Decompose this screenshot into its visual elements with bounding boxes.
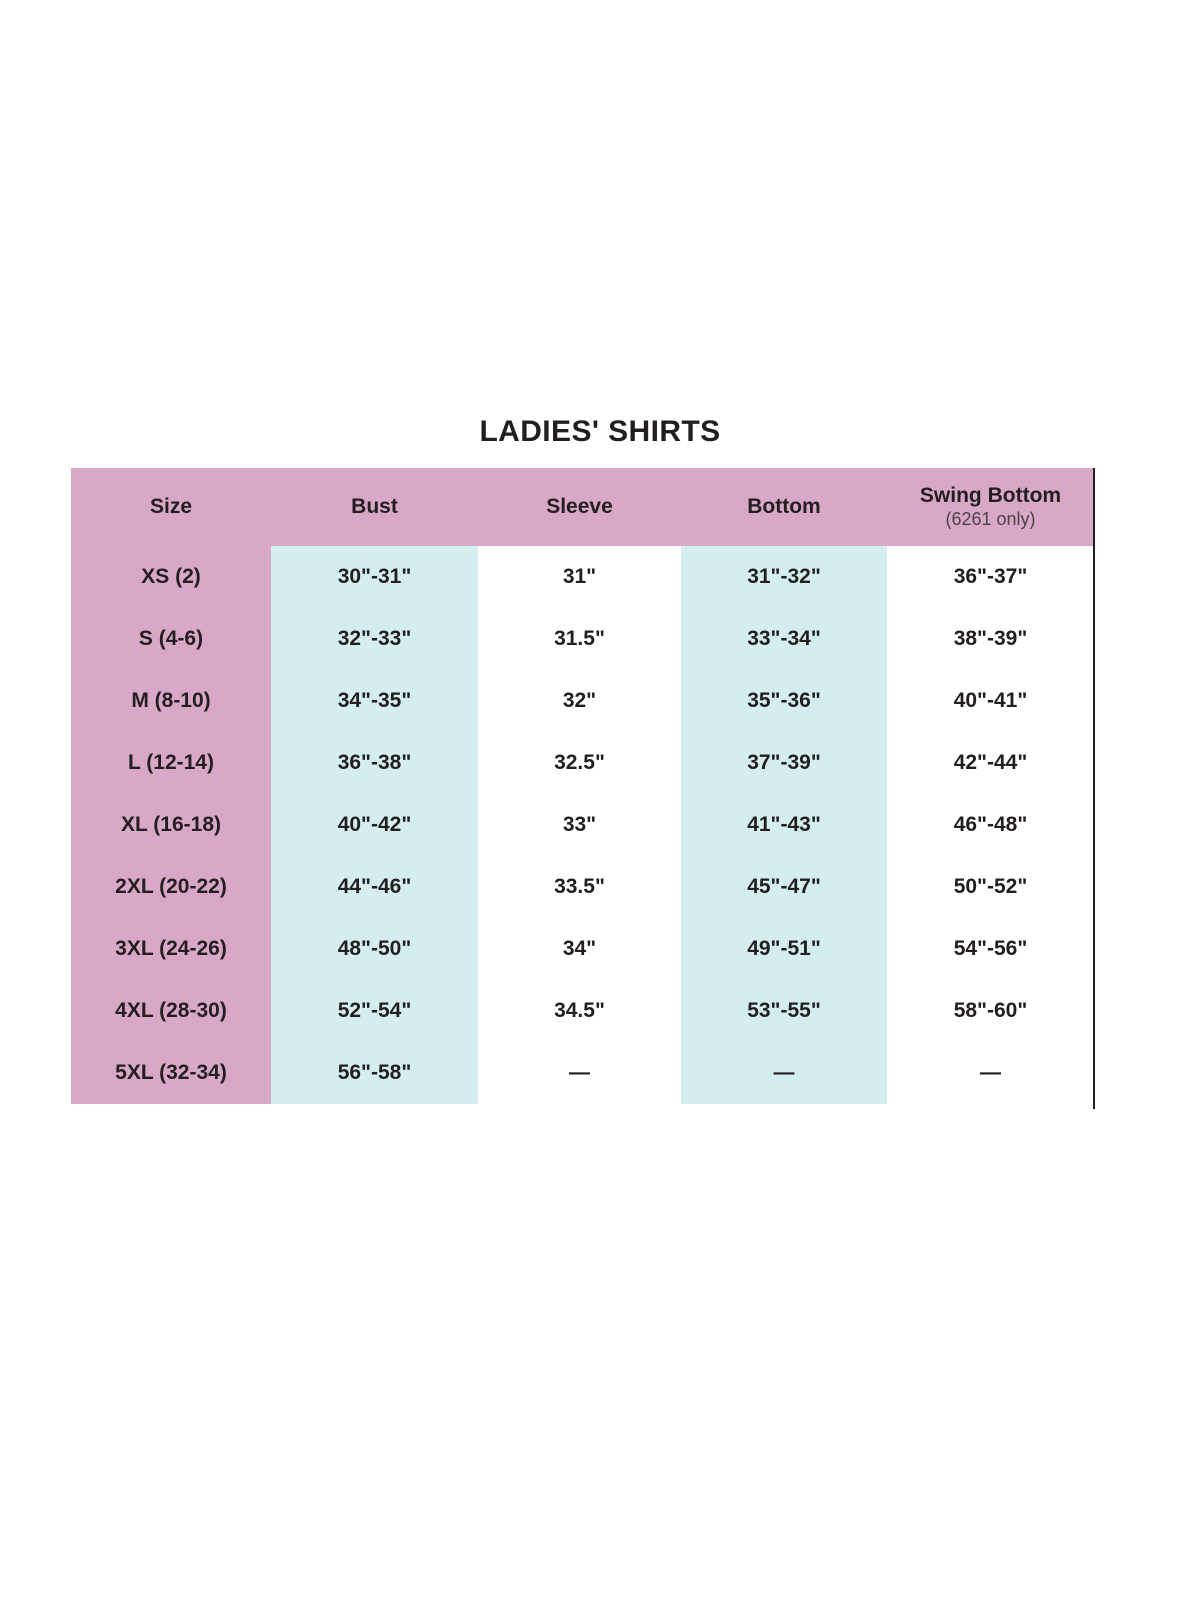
cell-swing-bottom: 36"-37" — [887, 546, 1094, 608]
cell-bottom: 53"-55" — [681, 980, 887, 1042]
cell-size: XS (2) — [71, 546, 271, 608]
cell-bottom: 49"-51" — [681, 918, 887, 980]
column-header-bottom — [681, 468, 887, 546]
cell-swing-bottom: 46"-48" — [887, 794, 1094, 856]
column-header-size-label: Size — [149, 494, 193, 518]
cell-bust: 40"-42" — [271, 794, 478, 856]
cell-sleeve: 32.5" — [478, 732, 681, 794]
table-row — [71, 918, 1094, 980]
table-row — [71, 856, 1094, 918]
cell-bottom: 45"-47" — [681, 856, 887, 918]
cell-bottom: — — [681, 1042, 887, 1104]
cell-size: L (12-14) — [71, 732, 271, 794]
cell-bottom: 33"-34" — [681, 608, 887, 670]
column-header-size — [71, 468, 271, 546]
cell-sleeve: 31" — [478, 546, 681, 608]
column-header-bust-label: Bust — [351, 494, 398, 518]
cell-swing-bottom: 54"-56" — [887, 918, 1094, 980]
cell-sleeve: 34.5" — [478, 980, 681, 1042]
cell-sleeve: 34" — [478, 918, 681, 980]
cell-sleeve: 31.5" — [478, 608, 681, 670]
table-row — [71, 732, 1094, 794]
column-header-bust — [271, 468, 478, 546]
cell-swing-bottom: 42"-44" — [887, 732, 1094, 794]
cell-swing-bottom: 40"-41" — [887, 670, 1094, 732]
column-header-swing-bottom — [887, 468, 1094, 546]
column-header-sleeve-label: Sleeve — [546, 494, 613, 518]
cell-bust: 48"-50" — [271, 918, 478, 980]
cell-bust: 30"-31" — [271, 546, 478, 608]
table-row — [71, 546, 1094, 608]
cell-swing-bottom: 58"-60" — [887, 980, 1094, 1042]
cell-bust: 52"-54" — [271, 980, 478, 1042]
column-header-swing-bottom-label: Swing Bottom — [919, 484, 1062, 508]
cell-sleeve: 32" — [478, 670, 681, 732]
cell-bust: 34"-35" — [271, 670, 478, 732]
cell-size: 4XL (28-30) — [71, 980, 271, 1042]
column-header-sleeve — [478, 468, 681, 546]
cell-bottom: 31"-32" — [681, 546, 887, 608]
cell-sleeve: 33" — [478, 794, 681, 856]
cell-sleeve: — — [478, 1042, 681, 1104]
table-header-row — [71, 468, 1094, 546]
cell-size: XL (16-18) — [71, 794, 271, 856]
column-header-swing-bottom-note: (6261 only) — [945, 509, 1036, 530]
cell-swing-bottom: — — [887, 1042, 1094, 1104]
cell-size: 3XL (24-26) — [71, 918, 271, 980]
table-header — [71, 468, 1094, 546]
page-title: LADIES' SHIRTS — [479, 415, 721, 448]
table-row — [71, 1042, 1094, 1104]
cell-size: 5XL (32-34) — [71, 1042, 271, 1104]
size-chart-table-wrapper — [71, 468, 1094, 1104]
table-row — [71, 670, 1094, 732]
cell-swing-bottom: 38"-39" — [887, 608, 1094, 670]
cell-bust: 44"-46" — [271, 856, 478, 918]
table-row — [71, 980, 1094, 1042]
cell-bust: 36"-38" — [271, 732, 478, 794]
table-right-rule — [1093, 468, 1095, 1109]
cell-bottom: 37"-39" — [681, 732, 887, 794]
table-row — [71, 608, 1094, 670]
cell-bottom: 41"-43" — [681, 794, 887, 856]
table-body — [71, 546, 1094, 1104]
cell-bottom: 35"-36" — [681, 670, 887, 732]
cell-sleeve: 33.5" — [478, 856, 681, 918]
cell-size: M (8-10) — [71, 670, 271, 732]
cell-size: 2XL (20-22) — [71, 856, 271, 918]
size-chart-table — [71, 468, 1094, 1104]
column-header-bottom-label: Bottom — [747, 494, 821, 518]
cell-bust: 32"-33" — [271, 608, 478, 670]
cell-size: S (4-6) — [71, 608, 271, 670]
cell-bust: 56"-58" — [271, 1042, 478, 1104]
cell-swing-bottom: 50"-52" — [887, 856, 1094, 918]
table-row — [71, 794, 1094, 856]
